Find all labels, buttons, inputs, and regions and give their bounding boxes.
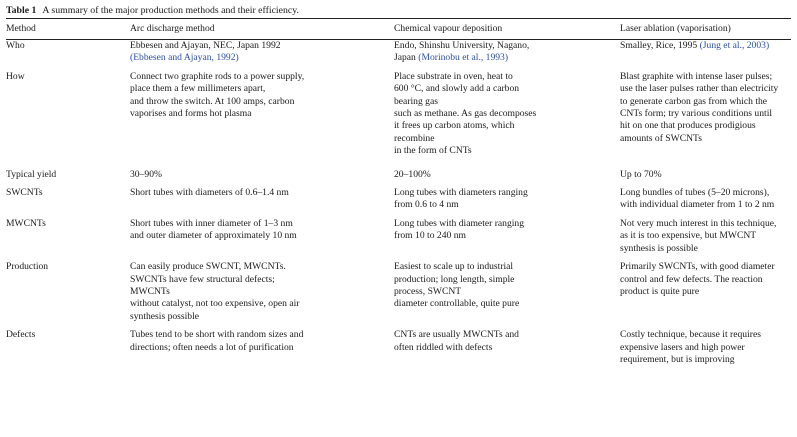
cell-text-line: synthesis is possible xyxy=(620,242,698,254)
cell-text-line: 30–90% xyxy=(130,168,162,180)
cell-text-line: Long tubes with diameter ranging xyxy=(394,217,525,229)
cell-text-line: requirement, but is improving xyxy=(620,353,735,365)
cell-text-line: 600 °C, and slowly add a carbon xyxy=(394,83,520,95)
production-methods-table xyxy=(6,18,791,366)
cell-text-line: Costly technique, because it requires xyxy=(620,329,761,341)
table-row xyxy=(6,181,791,212)
table-cell xyxy=(130,65,394,158)
cell-text-line: vaporises and forms hot plasma xyxy=(130,108,252,120)
table-caption-label: Table 1 xyxy=(6,5,37,16)
table-row xyxy=(6,65,791,158)
cell-text-line: Japan (Morinobu et al., 1993) xyxy=(394,52,509,64)
cell-text-line: Connect two graphite rods to a power supply, xyxy=(130,70,305,82)
cell-text-line: Up to 70% xyxy=(620,168,662,180)
cell-text-line: Ebbesen and Ajayan, NEC, Japan 1992 xyxy=(130,40,281,51)
cell-text-line: Long tubes with diameters ranging xyxy=(394,187,528,199)
table-cell xyxy=(394,255,620,323)
cell-text-line: Not very much interest in this technique, xyxy=(620,217,777,229)
table-cell xyxy=(620,40,791,65)
cell-text-line: it frees up carbon atoms, which xyxy=(394,120,515,132)
cell-text-line: Place substrate in oven, heat to xyxy=(394,70,513,82)
cell-text-line: Short tubes with diameters of 0.6–1.4 nm xyxy=(130,187,289,199)
cell-text-line: amounts of SWCNTs xyxy=(620,132,702,144)
citation-link[interactable]: (Jung et al., 2003) xyxy=(699,40,770,51)
cell-text-line: hit on one that produces prodigious xyxy=(620,120,756,132)
cell-text-line: expensive lasers and high power xyxy=(620,341,745,353)
cell-text-line: Long bundles of tubes (5–20 microns), xyxy=(620,187,770,199)
row-label: How xyxy=(6,70,25,82)
cell-text-line: synthesis possible xyxy=(130,310,200,322)
cell-text-line: use the laser pulses rather than electricity xyxy=(620,83,779,95)
table-cell xyxy=(620,212,791,255)
cell-text-line: Blast graphite with intense laser pulses; xyxy=(620,70,773,82)
cell-text-line: place them a few millimeters apart, xyxy=(130,83,266,95)
table-row xyxy=(6,212,791,255)
table-row xyxy=(6,40,791,65)
cell-text-line: from 10 to 240 nm xyxy=(394,230,466,242)
cell-text-line: Endo, Shinshu University, Nagano, xyxy=(394,40,530,51)
cell-text-line: from 0.6 to 4 nm xyxy=(394,199,459,211)
cell-text-line: process, SWCNT xyxy=(394,285,462,297)
cell-text-line: without catalyst, not too expensive, open air xyxy=(130,298,300,310)
cell-text-line: MWCNTs xyxy=(130,285,170,297)
header-method: Method xyxy=(6,19,130,40)
cell-text-line: Short tubes with inner diameter of 1–3 nm xyxy=(130,217,293,229)
table-cell xyxy=(394,323,620,366)
cell-text-line: SWCNTs have few structural defects; xyxy=(130,273,275,285)
cell-text-line: Easiest to scale up to industrial xyxy=(394,261,514,273)
table-cell xyxy=(130,158,394,181)
cell-text-line: Can easily produce SWCNT, MWCNTs. xyxy=(130,261,286,273)
table-cell xyxy=(394,158,620,181)
table-row xyxy=(6,158,791,181)
row-label: Typical yield xyxy=(6,168,57,180)
table-cell xyxy=(394,65,620,158)
cell-text-line: product is quite pure xyxy=(620,285,700,297)
cell-text-line: Smalley, Rice, 1995 (Jung et al., 2003) xyxy=(620,40,770,51)
cell-text-line: often riddled with defects xyxy=(394,341,493,353)
cell-text-line: diameter controllable, quite pure xyxy=(394,298,520,310)
table-cell xyxy=(130,212,394,255)
header-arc-discharge: Arc discharge method xyxy=(130,19,394,40)
table-cell xyxy=(394,212,620,255)
cell-text-line: (Ebbesen and Ajayan, 1992) xyxy=(130,52,239,64)
header-laser-ablation: Laser ablation (vaporisation) xyxy=(620,19,791,40)
table-cell xyxy=(620,181,791,212)
table-cell xyxy=(130,40,394,65)
table-caption-text: A summary of the major production methods and their efficiency. xyxy=(42,5,299,16)
cell-text-line: such as methane. As gas decomposes xyxy=(394,108,537,120)
cell-text-line: recombine xyxy=(394,132,435,144)
table-cell xyxy=(130,255,394,323)
table-row xyxy=(6,323,791,366)
cell-text-line: control and few defects. The reaction xyxy=(620,273,763,285)
cell-text-line: Tubes tend to be short with random sizes and xyxy=(130,329,304,341)
cell-text-line: in the form of CNTs xyxy=(394,145,472,157)
cell-text-line: to generate carbon gas from which the xyxy=(620,95,768,107)
citation-link[interactable]: (Morinobu et al., 1993) xyxy=(418,52,509,64)
table-header-row xyxy=(6,19,791,40)
cell-text-line: 20–100% xyxy=(394,168,431,180)
table-cell xyxy=(130,323,394,366)
row-label: SWCNTs xyxy=(6,187,43,199)
cell-text-line: bearing gas xyxy=(394,95,438,107)
table-cell xyxy=(620,65,791,158)
cell-text-line: with individual diameter from 1 to 2 nm xyxy=(620,199,775,211)
table-caption xyxy=(6,4,791,18)
cell-text-line: directions; often needs a lot of purification xyxy=(130,341,294,353)
table-cell xyxy=(620,323,791,366)
cell-text-line: CNTs form; try various conditions until xyxy=(620,108,773,120)
table-row xyxy=(6,255,791,323)
row-label: Defects xyxy=(6,329,36,341)
table-cell xyxy=(620,158,791,181)
cell-text-line: production; long length, simple xyxy=(394,273,515,285)
header-cvd: Chemical vapour deposition xyxy=(394,19,620,40)
row-label: MWCNTs xyxy=(6,217,46,229)
cell-text-line: as it is too expensive, but MWCNT xyxy=(620,230,757,242)
cell-text-line: and outer diameter of approximately 10 nm xyxy=(130,230,297,242)
cell-text-line: CNTs are usually MWCNTs and xyxy=(394,329,519,341)
table-cell xyxy=(130,181,394,212)
row-label: Production xyxy=(6,261,49,273)
table-body xyxy=(6,40,791,367)
cell-text-line: and throw the switch. At 100 amps, carbon xyxy=(130,95,295,107)
cell-text-line: Primarily SWCNTs, with good diameter xyxy=(620,261,775,273)
table-cell xyxy=(394,40,620,65)
row-label: Who xyxy=(6,40,25,51)
table-cell xyxy=(620,255,791,323)
table-cell xyxy=(394,181,620,212)
